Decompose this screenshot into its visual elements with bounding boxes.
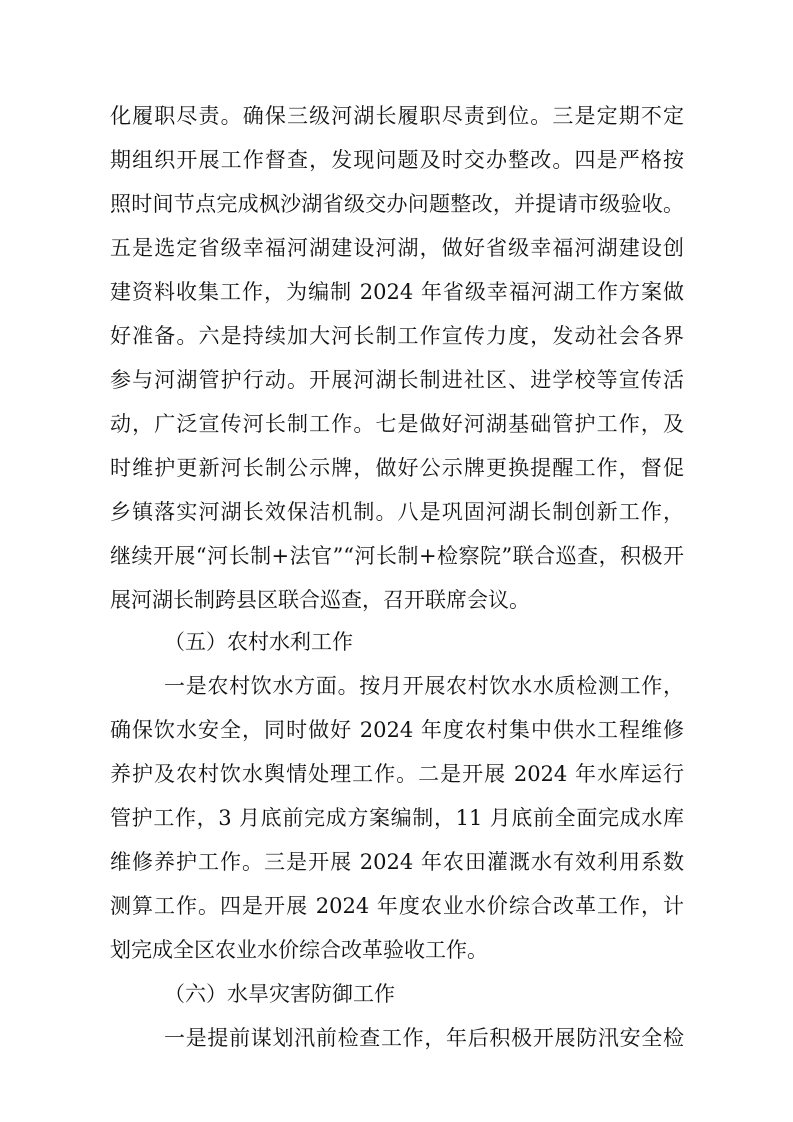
- body-text-line: 好准备。六是持续加大河长制工作宣传力度，发动社会各界: [110, 324, 684, 348]
- body-text-line: 养护及农村饮水舆情处理工作。二是开展 2024 年水库运行: [110, 762, 684, 786]
- body-text-line: 划完成全区农业水价综合改革验收工作。: [110, 938, 488, 962]
- body-text-line: 建资料收集工作，为编制 2024 年省级幸福河湖工作方案做: [110, 280, 684, 304]
- body-text-line: 一是提前谋划汛前检查工作，年后积极开展防汛安全检: [164, 1026, 684, 1050]
- body-text-line: 一是农村饮水方面。按月开展农村饮水水质检测工作，: [164, 674, 684, 698]
- body-text-line: 参与河湖管护行动。开展河湖长制进社区、进学校等宣传活: [110, 368, 684, 392]
- body-text-line: 动，广泛宣传河长制工作。七是做好河湖基础管护工作，及: [110, 412, 684, 436]
- body-text-line: 展河湖长制跨县区联合巡查，召开联席会议。: [110, 588, 530, 612]
- body-text-line: 五是选定省级幸福河湖建设河湖，做好省级幸福河湖建设创: [110, 236, 684, 260]
- body-text-line: 测算工作。四是开展 2024 年度农业水价综合改革工作，计: [110, 894, 684, 918]
- body-text-line: 期组织开展工作督查，发现问题及时交办整改。四是严格按: [110, 148, 684, 172]
- body-text-line: 继续开展“河长制+法官”“河长制+检察院”联合巡查，积极开: [110, 544, 684, 568]
- body-text-line: 时维护更新河长制公示牌，做好公示牌更换提醒工作，督促: [110, 456, 684, 480]
- body-text-line: 管护工作，3 月底前完成方案编制，11 月底前全面完成水库: [110, 806, 684, 830]
- section-heading: （五）农村水利工作: [164, 630, 353, 654]
- body-text-line: 乡镇落实河湖长效保洁机制。八是巩固河湖长制创新工作，: [110, 500, 684, 524]
- body-text-line: 照时间节点完成枫沙湖省级交办问题整改，并提请市级验收。: [110, 192, 684, 216]
- body-text-line: 维修养护工作。三是开展 2024 年农田灌溉水有效利用系数: [110, 850, 684, 874]
- section-heading: （六）水旱灾害防御工作: [164, 982, 395, 1006]
- body-text-line: 化履职尽责。确保三级河湖长履职尽责到位。三是定期不定: [110, 104, 684, 128]
- body-text-line: 确保饮水安全，同时做好 2024 年度农村集中供水工程维修: [110, 718, 684, 742]
